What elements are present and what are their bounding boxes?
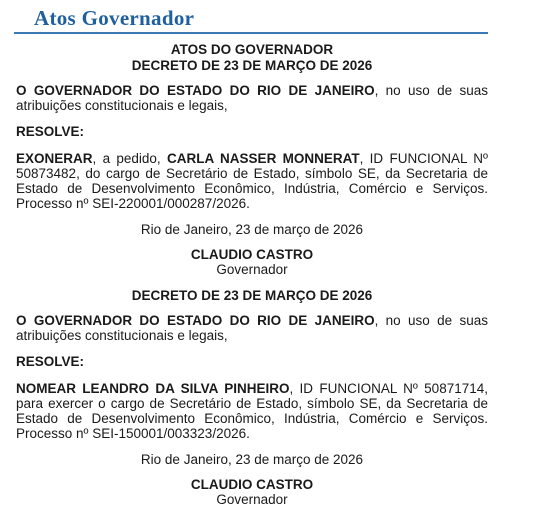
decree-1-intro-rest: , no uso de suas atribuições constitucionais e legais, [16, 83, 488, 113]
decree-1-person: CARLA NASSER MONNERAT [167, 151, 360, 166]
section-title: Atos Governador [34, 6, 195, 30]
decree-1-place-date: Rio de Janeiro, 23 de março de 2026 [140, 222, 364, 237]
decree-2-intro-bold: O GOVERNADOR DO ESTADO DO RIO DE JANEIRO [16, 313, 375, 328]
decree-1-title: DECRETO DE 23 DE MARÇO DE 2026 [131, 58, 373, 73]
decree-2-person: NOMEAR LEANDRO DA SILVA PINHEIRO [16, 381, 290, 396]
document-heading: ATOS DO GOVERNADOR [170, 42, 334, 57]
decree-2-body [16, 381, 488, 441]
decree-2-title: DECRETO DE 23 DE MARÇO DE 2026 [131, 288, 373, 303]
decree-1-body [16, 151, 488, 211]
decree-2-signer: CLAUDIO CASTRO [190, 477, 314, 492]
decree-1-body-text: , ID FUNCIONAL Nº 50873482, do cargo de Secretário de Estado, símbolo SE, da Secretaria de Estado de Desenvolvimento Econômico, Indústria, Comércio e Serviços. Processo nº SEI-220001/000287/2026. [16, 151, 488, 211]
decree-2-body-text: , ID FUNCIONAL Nº 50871714, para exercer o cargo de Secretário de Estado, símbolo SE, da Secretaria de Estado de Desenvolvimento Econômico, Indústria, Comércio e Serviços. Processo nº SEI-150001/003323/2026. [16, 381, 488, 441]
decree-2-role: Governador [216, 492, 288, 507]
section-header [14, 4, 488, 34]
document-body [16, 42, 488, 507]
decree-1-action: EXONERAR [16, 151, 93, 166]
decree-2-resolve: RESOLVE: [16, 354, 85, 369]
decree-1-action-mid: , a pedido, [92, 151, 167, 166]
decree-1-signer: CLAUDIO CASTRO [190, 247, 314, 262]
decree-1-intro-bold: O GOVERNADOR DO ESTADO DO RIO DE JANEIRO [16, 83, 375, 98]
decree-1-intro [16, 83, 488, 113]
decree-2-intro [16, 313, 488, 343]
decree-1-role: Governador [216, 262, 288, 277]
decree-2-intro-rest: , no uso de suas atribuições constitucionais e legais, [16, 313, 488, 343]
decree-2-place-date: Rio de Janeiro, 23 de março de 2026 [140, 452, 364, 467]
decree-1-resolve: RESOLVE: [16, 124, 85, 139]
